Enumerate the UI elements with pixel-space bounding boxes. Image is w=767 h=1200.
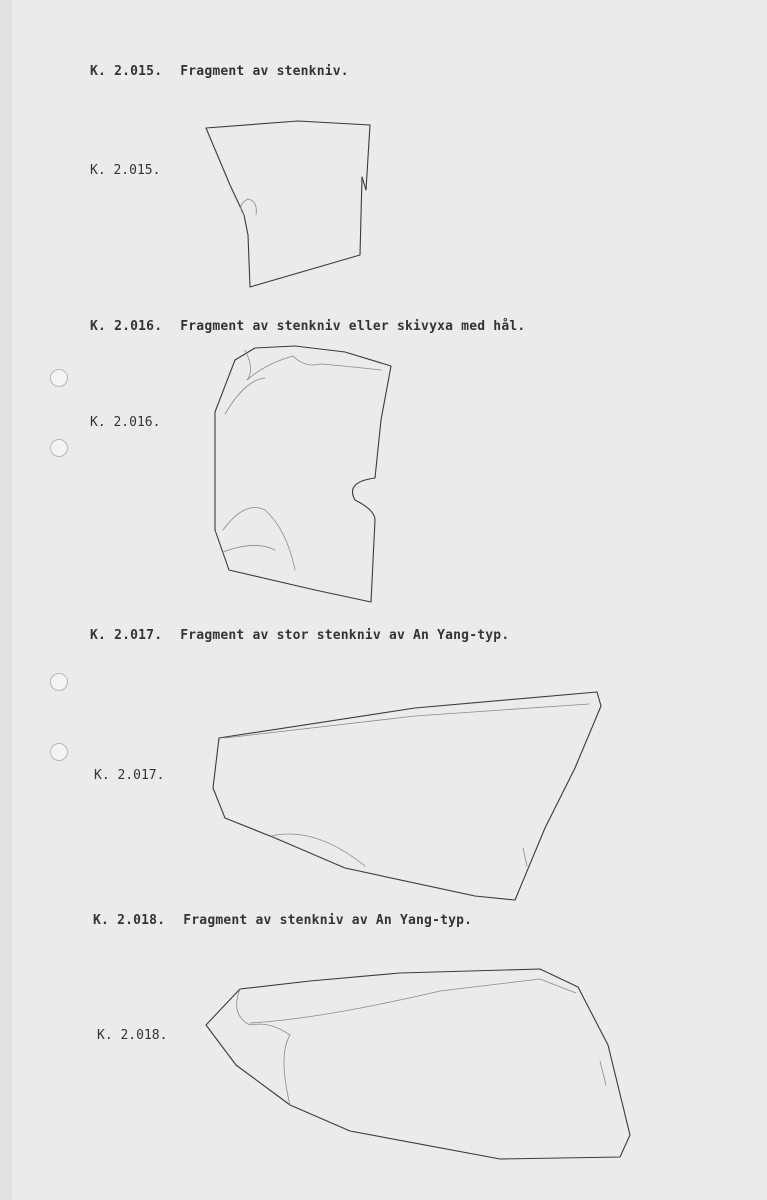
stone-knife-fragment-drawing (200, 115, 380, 295)
entry-description: Fragment av stenkniv. (180, 64, 349, 79)
entry-description: Fragment av stenkniv eller skivyxa med hål. (180, 319, 526, 334)
catalog-number: K. 2.015. (90, 64, 163, 79)
catalog-number: K. 2.018. (93, 913, 166, 928)
entry-heading (90, 319, 525, 334)
page-left-edge (0, 0, 12, 1200)
an-yang-stone-knife-fragment-drawing (200, 965, 640, 1165)
entry-heading (90, 628, 509, 643)
entry-description: Fragment av stor stenkniv av An Yang-typ. (180, 628, 510, 643)
punch-hole-icon (50, 369, 68, 387)
punch-hole-icon (50, 439, 68, 457)
large-stone-knife-fragment-drawing (205, 688, 605, 908)
entry-description: Fragment av stenkniv av An Yang-typ. (183, 913, 473, 928)
drawing-label: K. 2.017. (94, 768, 165, 783)
punch-hole-icon (50, 743, 68, 761)
perforated-stone-knife-fragment-drawing (205, 340, 405, 610)
drawing-label: K. 2.015. (90, 163, 161, 178)
drawing-label: K. 2.018. (97, 1028, 168, 1043)
punch-hole-icon (50, 673, 68, 691)
catalog-number: K. 2.017. (90, 628, 163, 643)
catalog-number: K. 2.016. (90, 319, 163, 334)
entry-heading (90, 64, 349, 79)
entry-heading (93, 913, 472, 928)
drawing-label: K. 2.016. (90, 415, 161, 430)
